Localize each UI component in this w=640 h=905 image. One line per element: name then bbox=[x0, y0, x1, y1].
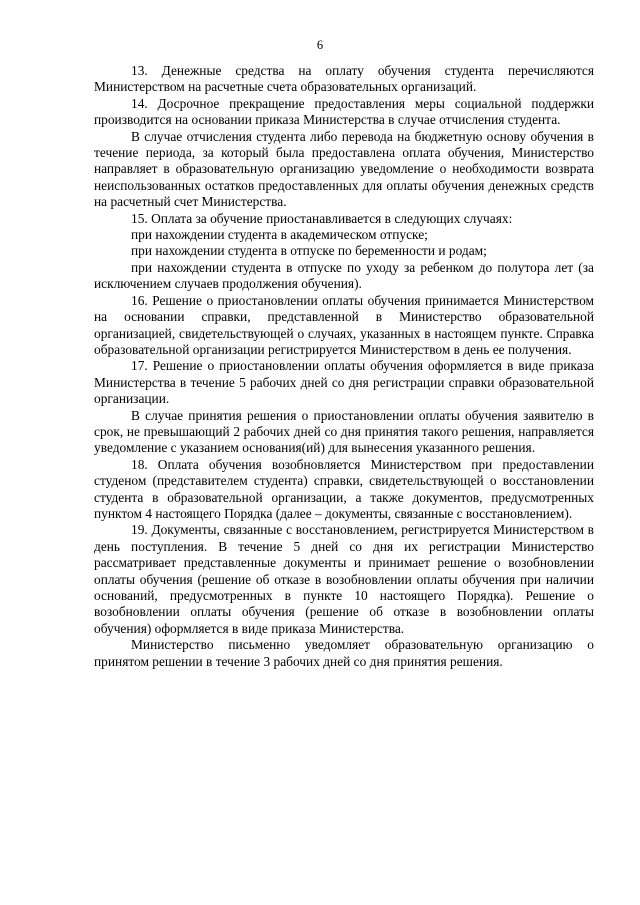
paragraph-14-expulsion: В случае отчисления студента либо перевода на бюджетную основу обучения в течение периода, за который была предоставлена оплата обучения, Министерство направляет в образовательную организацию уведомление о необходимости возврата неиспользованных остатков предоставленных для оплаты обучения денежных средств на расчетный счет Министерства. bbox=[94, 128, 594, 210]
paragraph-15: 15. Оплата за обучение приостанавливается в следующих случаях: bbox=[131, 210, 513, 226]
paragraph-15-case-academic-leave: при нахождении студента в академическом отпуске; bbox=[131, 227, 428, 243]
paragraph-19-notification: Министерство письменно уведомляет образовательную организацию о принятом решении в течение 3 рабочих дней со дня принятия решения. bbox=[94, 637, 594, 669]
page-number: 6 bbox=[316, 38, 324, 52]
paragraph-15-case-maternity-leave: при нахождении студента в отпуске по беременности и родам; bbox=[131, 243, 487, 259]
paragraph-15-case-childcare-leave: при нахождении студента в отпуске по уходу за ребенком до полутора лет (за исключением случаев продолжения обучения). bbox=[94, 259, 594, 292]
paragraph-18: 18. Оплата обучения возобновляется Министерством при предоставлении студеном (представителем студента) справки, свидетельствующей о восстановлении студента в образовательной организации, а также документов, предусмотренных пунктом 4 настоящего Порядка (далее – документы, связанные с восстановлением). bbox=[94, 456, 594, 521]
paragraph-17-notification: В случае принятия решения о приостановлении оплаты обучения заявителю в срок, не превышающий 2 рабочих дней со дня принятия такого решения, направляется уведомление с указанием основания(ий) для вынесения указанного решения. bbox=[94, 407, 594, 456]
paragraph-17: 17. Решение о приостановлении оплаты обучения оформляется в виде приказа Министерства в течение 5 рабочих дней со дня регистрации справки образовательной организации. bbox=[94, 358, 594, 407]
paragraph-16: 16. Решение о приостановлении оплаты обучения принимается Министерством на основании справки, представленной в Министерство образовательной организацией, свидетельствующей о случаях, указанных в настоящем пункте. Справка образовательной организации регистрируется Министерством в день ее получения. bbox=[94, 292, 594, 357]
paragraph-19: 19. Документы, связанные с восстановлением, регистрируется Министерством в день поступления. В течение 5 дней со дня их регистрации Министерство рассматривает представленные документы и принимает решение о возобновлении оплаты обучения (решение об отказе в возобновлении оплаты обучения при наличии оснований, предусмотренных в пункте 10 настоящего Порядка). Решение о возобновлении оплаты обучения (решение об отказе в возобновлении оплаты обучения) оформляется в виде приказа Министерства. bbox=[94, 522, 594, 636]
paragraph-14: 14. Досрочное прекращение предоставления меры социальной поддержки производится на основании приказа Министерства в случае отчисления студента. bbox=[94, 95, 594, 128]
document-body bbox=[94, 63, 594, 670]
paragraph-13: 13. Денежные средства на оплату обучения студента перечисляются Министерством на расчетные счета образовательных организаций. bbox=[94, 63, 594, 95]
